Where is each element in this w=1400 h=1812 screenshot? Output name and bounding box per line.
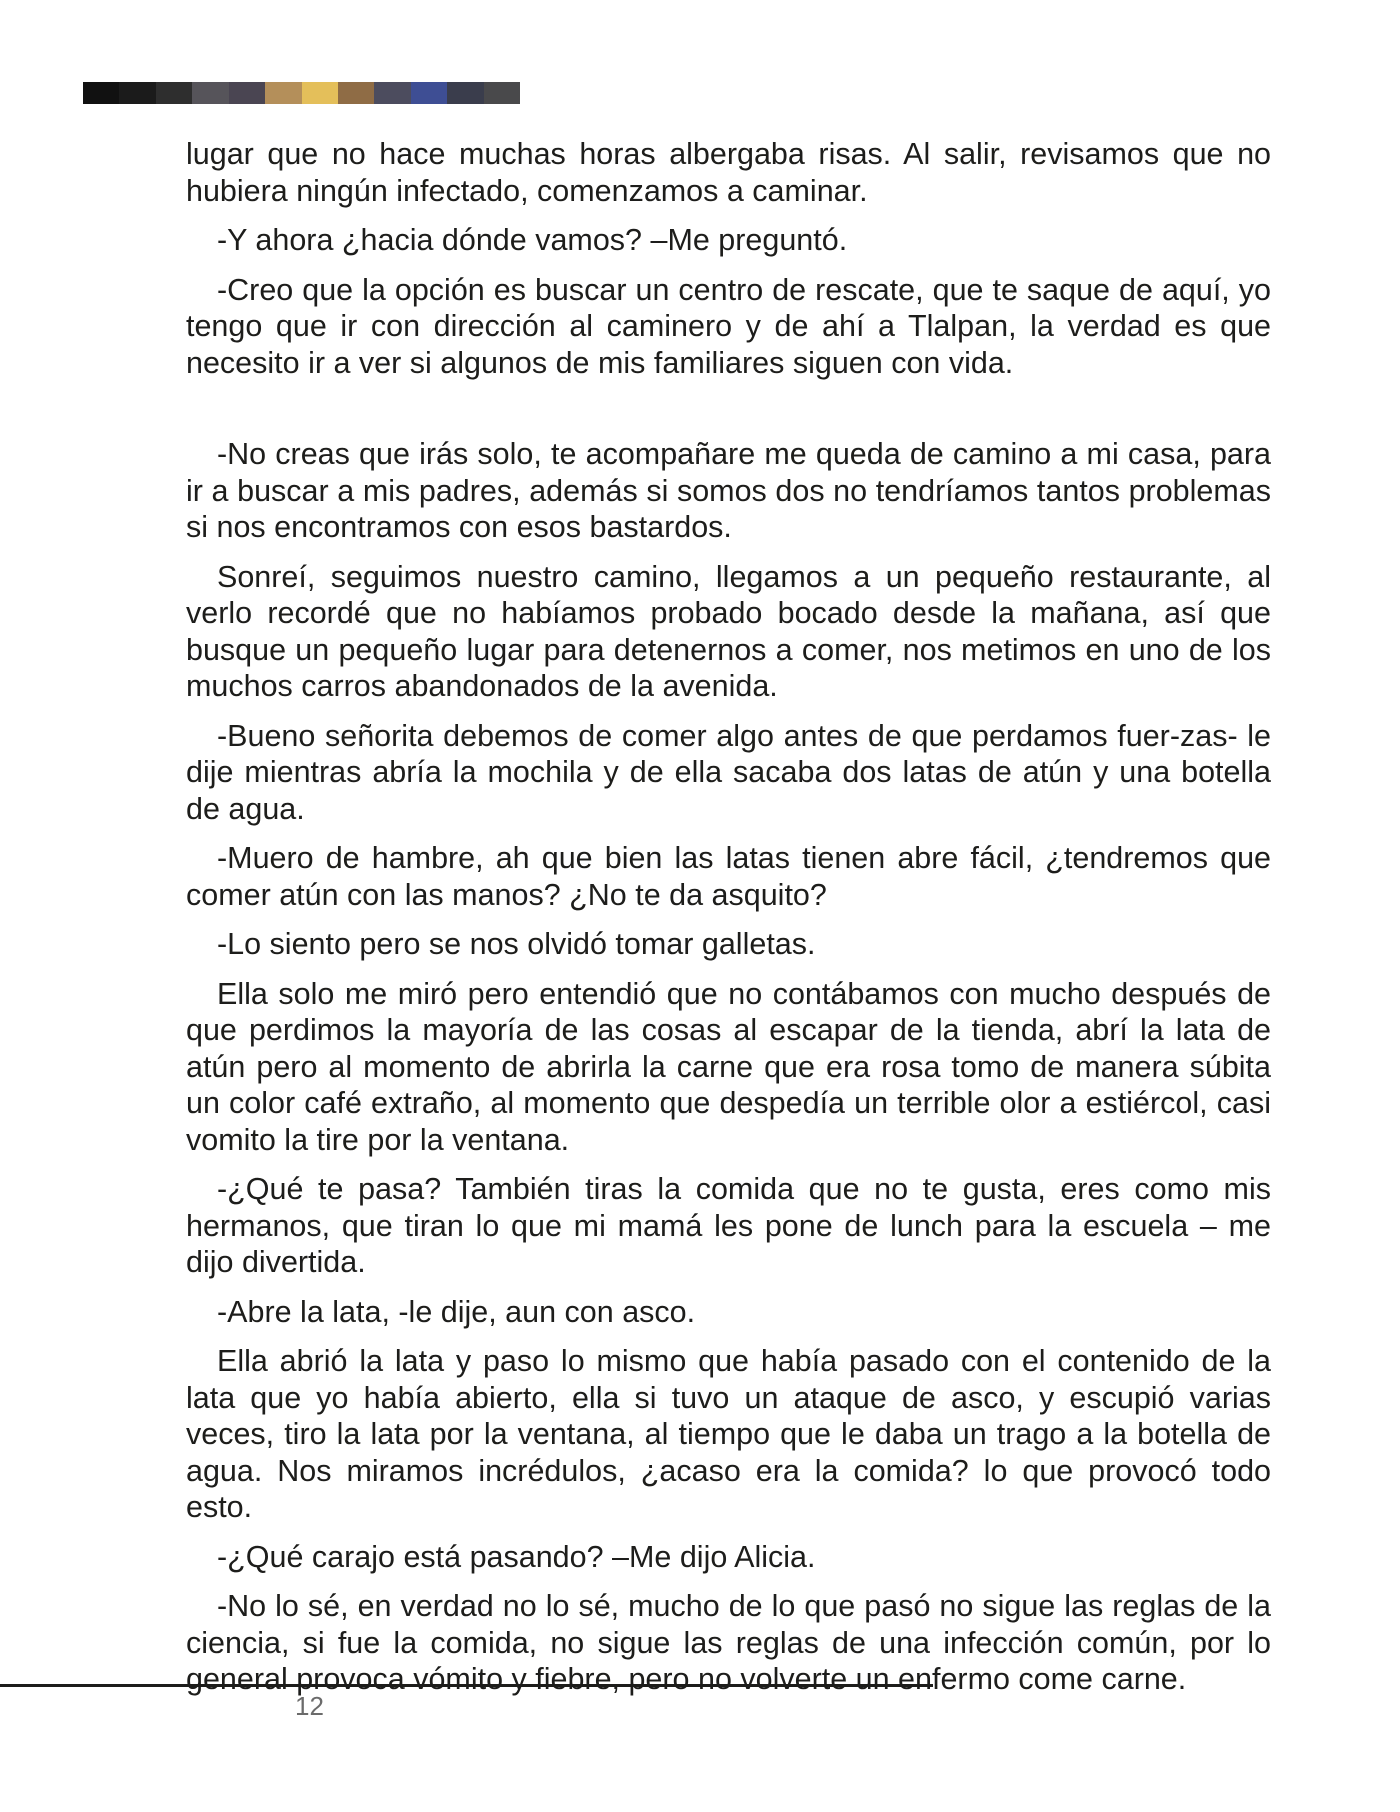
paragraph: -No lo sé, en verdad no lo sé, mucho de lo que pasó no sigue las reglas de la ciencia, si fue la comida, no sigue las reglas de una infección común, por lo general provoca vómito y fiebre, pero no volverte un enfermo come carne. bbox=[186, 1589, 1271, 1696]
color-swatch bbox=[156, 82, 192, 104]
color-swatch bbox=[229, 82, 265, 104]
paragraph: -Y ahora ¿hacia dónde vamos? –Me preguntó. bbox=[217, 223, 848, 257]
footer-rule bbox=[0, 1684, 933, 1687]
paragraph: lugar que no hace muchas horas albergaba risas. Al salir, revisamos que no hubiera ningún infectado, comenzamos a caminar. bbox=[186, 137, 1271, 208]
paragraph: -¿Qué carajo está pasando? –Me dijo Alicia. bbox=[217, 1539, 816, 1574]
paragraph: Ella abrió la lata y paso lo mismo que había pasado con el contenido de la lata que yo había abierto, ella si tuvo un ataque de asco, y escupió varias veces, tiro la lata por la ventana, al tiempo que le daba un trago a la botella de agua. Nos miramos incrédulos, ¿acaso era la comida? lo que provocó todo esto. bbox=[186, 1344, 1271, 1524]
color-swatch bbox=[192, 82, 228, 104]
paragraph: Sonreí, seguimos nuestro camino, llegamos a un pequeño restaurante, al verlo recordé que no habíamos probado bocado desde la mañana, así que busque un pequeño lugar para detenernos a comer, nos metimos en uno de los muchos carros abandonados de la avenida. bbox=[186, 559, 1271, 703]
paragraph: -¿Qué te pasa? También tiras la comida que no te gusta, eres como mis hermanos, que tiran lo que mi mamá les pone de lunch para la escuela – me dijo divertida. bbox=[186, 1172, 1271, 1279]
color-swatch bbox=[338, 82, 374, 104]
color-swatch bbox=[265, 82, 301, 104]
page-number: 12 bbox=[295, 1691, 324, 1721]
paragraph: -Lo siento pero se nos olvidó tomar galletas. bbox=[217, 927, 816, 961]
paragraph: -Muero de hambre, ah que bien las latas tienen abre fácil, ¿tendremos que comer atún con las manos? ¿No te da asquito? bbox=[186, 841, 1271, 912]
color-swatch bbox=[83, 82, 119, 104]
color-swatch bbox=[119, 82, 155, 104]
color-swatch bbox=[411, 82, 447, 104]
paragraph: -Creo que la opción es buscar un centro de rescate, que te saque de aquí, yo tengo que ir con dirección al caminero y de ahí a Tlalpan, la verdad es que necesito ir a ver si algunos de mis familiares siguen con vida. bbox=[186, 272, 1271, 380]
paragraph: -Bueno señorita debemos de comer algo antes de que perdamos fuer-zas- le dije mientras abría la mochila y de ella sacaba dos latas de atún y una botella de agua. bbox=[186, 718, 1271, 826]
header-color-strip bbox=[83, 82, 520, 104]
color-swatch bbox=[374, 82, 410, 104]
paragraph: -No creas que irás solo, te acompañare me queda de camino a mi casa, para ir a buscar a mis padres, además si somos dos no tendríamos tantos problemas si nos encontramos con esos bastardos. bbox=[186, 437, 1271, 544]
paragraph: -Abre la lata, -le dije, aun con asco. bbox=[217, 1294, 696, 1329]
paragraph: Ella solo me miró pero entendió que no contábamos con mucho después de que perdimos la mayoría de las cosas al escapar de la tienda, abrí la lata de atún pero al momento de abrirla la carne que era rosa tomo de manera súbita un color café extraño, al momento que despedía un terrible olor a estiércol, casi vomito la tire por la ventana. bbox=[186, 976, 1271, 1157]
color-swatch bbox=[484, 82, 520, 104]
color-swatch bbox=[447, 82, 483, 104]
page-body-text bbox=[186, 136, 1271, 1711]
color-swatch bbox=[302, 82, 338, 104]
